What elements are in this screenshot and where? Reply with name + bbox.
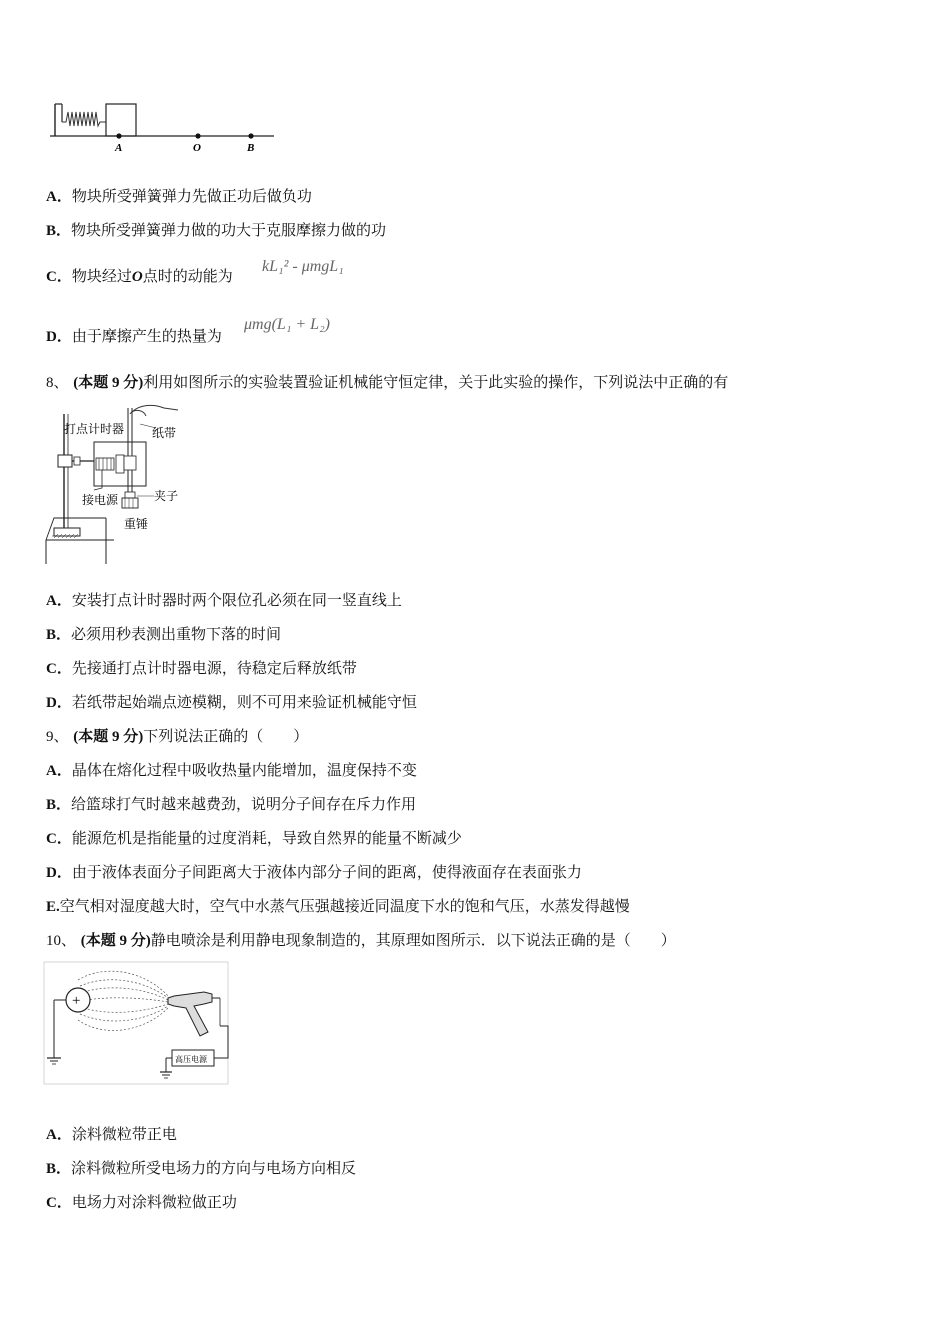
label-weight: 重锤: [124, 517, 149, 531]
q7-option-c-formula: kL₁² - μmgL₁: [262, 258, 344, 275]
q9-stem: 9、 (本题 9 分)下列说法正确的（ ）: [46, 727, 309, 745]
experiment-apparatus-figure: [44, 400, 194, 570]
point-a: [116, 133, 121, 138]
label-b: B: [247, 142, 255, 154]
point-o: [195, 133, 200, 138]
q9-option-c: C．能源危机是指能量的过度消耗，导致自然界的能量不断减少: [46, 829, 462, 847]
q8-option-d: D．若纸带起始端点迹模糊，则不可用来验证机械能守恒: [46, 693, 417, 711]
label-a: A: [115, 142, 123, 154]
plus-sign: +: [72, 993, 81, 1009]
q9-option-e: E.空气相对湿度越大时，空气中水蒸气压强越接近同温度下水的饱和气压，水蒸发得越慢: [46, 897, 630, 915]
q10-option-b: B．涂料微粒所受电场力的方向与电场方向相反: [46, 1159, 357, 1177]
q10-stem: 10、 (本题 9 分)静电喷涂是利用静电现象制造的，其原理如图所示．以下说法正确的是（ ）: [46, 931, 676, 949]
q9-option-a: A．晶体在熔化过程中吸收热量内能增加，温度保持不变: [46, 761, 417, 779]
q7-option-b: B．物块所受弹簧弹力做的功大于克服摩擦力做的功: [46, 221, 387, 239]
label-o: O: [193, 142, 201, 154]
spring-coil: [62, 112, 106, 126]
q10-option-a: A．涂料微粒带正电: [46, 1125, 177, 1143]
q7-option-d-formula: μmg(L₁ + L₂): [244, 316, 330, 333]
label-power: 接电源: [82, 493, 119, 507]
spring-block-figure: [46, 96, 286, 158]
q7-option-a: A．物块所受弹簧弹力先做正功后做负功: [46, 187, 312, 205]
electrostatic-spray-figure: [44, 962, 230, 1092]
q8-option-a: A．安装打点计时器时两个限位孔必须在同一竖直线上: [46, 591, 402, 609]
q7-option-c: C．物块经过O点时的动能为: [46, 267, 233, 285]
block: [106, 104, 136, 136]
label-timer: 打点计时器: [64, 422, 125, 436]
q8-stem: 8、 (本题 9 分)利用如图所示的实验装置验证机械能守恒定律，关于此实验的操作，下列说法中正确的有: [46, 373, 729, 391]
spray-gun-icon: [168, 992, 212, 1036]
q10-option-c: C．电场力对涂料微粒做正功: [46, 1193, 237, 1211]
q9-option-b: B．给篮球打气时越来越费劲，说明分子间存在斥力作用: [46, 795, 417, 813]
label-tape: 纸带: [152, 426, 177, 440]
q7-option-d: D．由于摩擦产生的热量为: [46, 327, 222, 345]
q8-option-c: C．先接通打点计时器电源，待稳定后释放纸带: [46, 659, 357, 677]
point-b: [248, 133, 253, 138]
q9-option-d: D．由于液体表面分子间距离大于液体内部分子间的距离，使得液面存在表面张力: [46, 863, 582, 881]
hv-label: 高压电源: [175, 1055, 207, 1064]
q8-option-b: B．必须用秒表测出重物下落的时间: [46, 625, 282, 643]
label-clamp: 夹子: [154, 489, 179, 503]
